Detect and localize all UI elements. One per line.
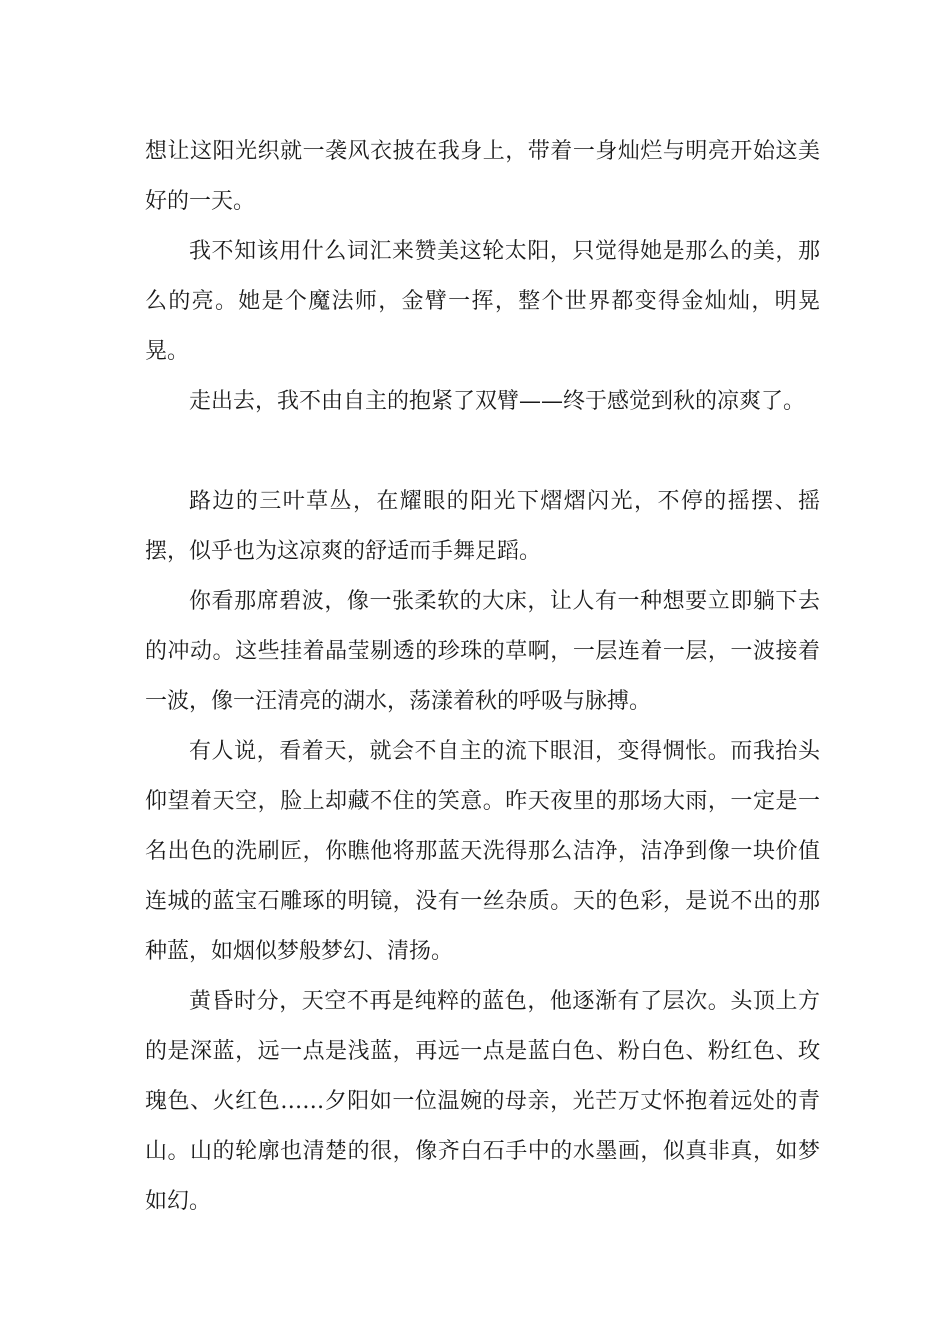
paragraph-7: 黄昏时分，天空不再是纯粹的蓝色，他逐渐有了层次。头顶上方的是深蓝，远一点是浅蓝，再远一点是蓝白色、粉白色、粉红色、玫瑰色、火红色……夕阳如一位温婉的母亲，光芒万丈怀抱着远处的青山。山的轮廓也清楚的很，像齐白石手中的水墨画，似真非真，如梦如幻。 — [145, 989, 820, 1214]
paragraph-6: 有人说，看着天，就会不自主的流下眼泪，变得惆怅。而我抬头仰望着天空，脸上却藏不住的笑意。昨天夜里的那场大雨，一定是一名出色的洗刷匠，你瞧他将那蓝天洗得那么洁净，洁净到像一块价值连城的蓝宝石雕琢的明镜，没有一丝杂质。天的色彩，是说不出的那种蓝，如烟似梦般梦幻、清扬。 — [145, 739, 820, 964]
paragraph-3: 走出去，我不由自主的抱紧了双臂——终于感觉到秋的凉爽了。 — [189, 389, 806, 414]
paragraph-1: 想让这阳光织就一袭风衣披在我身上，带着一身灿烂与明亮开始这美好的一天。 — [145, 139, 820, 214]
document-body — [145, 127, 820, 1227]
paragraph-5: 你看那席碧波，像一张柔软的大床，让人有一种想要立即躺下去的冲动。这些挂着晶莹剔透的珍珠的草啊，一层连着一层，一波接着一波，像一汪清亮的湖水，荡漾着秋的呼吸与脉搏。 — [145, 589, 820, 714]
paragraph-4: 路边的三叶草丛，在耀眼的阳光下熠熠闪光，不停的摇摆、摇摆，似乎也为这凉爽的舒适而手舞足蹈。 — [145, 489, 820, 564]
paragraph-2: 我不知该用什么词汇来赞美这轮太阳，只觉得她是那么的美，那么的亮。她是个魔法师，金臂一挥，整个世界都变得金灿灿，明晃晃。 — [145, 239, 820, 364]
